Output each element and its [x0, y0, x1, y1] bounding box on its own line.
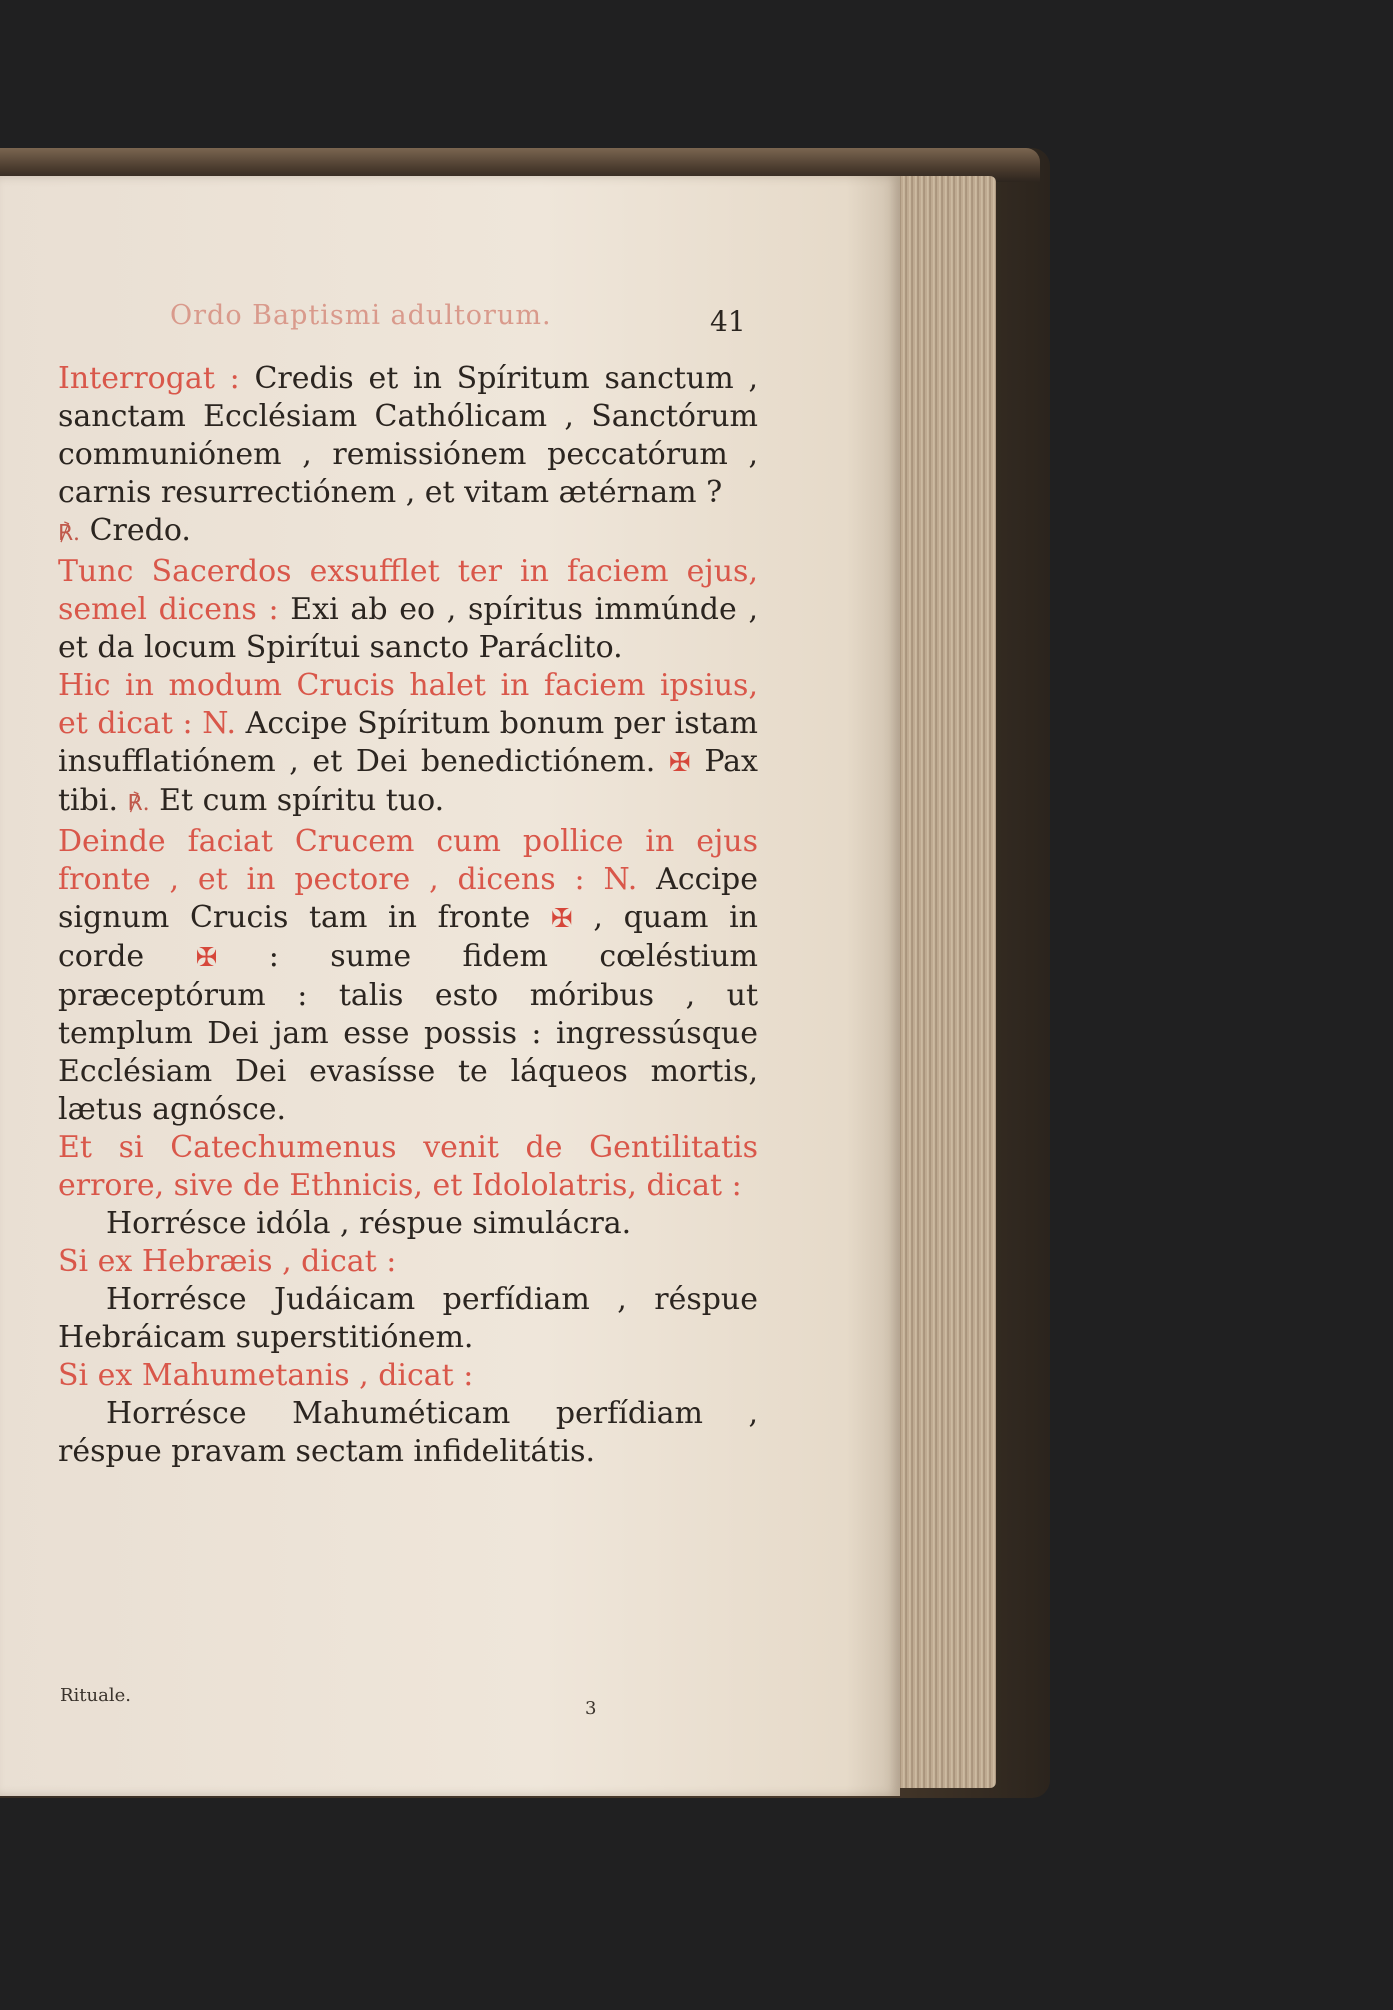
text: Accipe signum Crucis tam in fronte [58, 862, 758, 935]
footer-rituale: Rituale. [60, 1685, 131, 1706]
response-symbol: ℟. [58, 521, 81, 546]
page-edges [896, 176, 996, 1788]
rubric: Et si Catechumenus venit de Gentilitatis errore, sive de Ethnicis, et Idololatris, dicat : [58, 1130, 758, 1203]
footer-signature: 3 [585, 1698, 597, 1719]
cross-icon: ✠ [668, 748, 691, 778]
page-number: 41 [710, 305, 746, 338]
text: Credis et in Spíritum sanctum , sanctam Ecclésiam Cathólicam , Sanctórum communiónem , remissiónem peccatórum , carnis resurrectiónem , et vitam ætérnam ? [58, 361, 758, 510]
text: , quam in corde [58, 900, 758, 974]
text: Horrésce Judáicam perfídiam , réspue Hebráicam superstitiónem. [58, 1282, 758, 1355]
rubric: Deinde faciat Crucem cum pollice in ejus fronte , et in pectore , dicens : N. [58, 824, 758, 897]
cross-icon: ✠ [195, 943, 218, 973]
paragraph-interrogat [58, 360, 758, 512]
paragraph-exsufflet [58, 553, 758, 667]
text: Horrésce Mahuméticam perfídiam , réspue pravam sectam infidelitátis. [58, 1396, 758, 1469]
paragraph-hebraeis [58, 1243, 758, 1281]
text: Horrésce idóla , réspue simulácra. [106, 1206, 632, 1241]
cross-icon: ✠ [550, 904, 573, 934]
paragraph-horresce-idola [58, 1205, 758, 1243]
paragraph-gentilitatis [58, 1129, 758, 1205]
text: Credo. [80, 513, 191, 548]
text: Pax tibi. [58, 744, 758, 818]
paragraph-signum-crucis [58, 823, 758, 1129]
rubric: Si ex Hebræis , dicat : [58, 1244, 397, 1279]
text: Accipe Spíritum bonum per istam insufflatiónem , et Dei benedictiónem. [58, 706, 758, 779]
paragraph-halet [58, 667, 758, 823]
rubric: Interrogat : [58, 361, 240, 396]
rubric: Tunc Sacerdos exsufflet ter in faciem ejus, semel dicens : [58, 554, 758, 627]
text: Et cum spíritu tuo. [149, 783, 445, 818]
paragraph-horresce-judaicam [58, 1281, 758, 1357]
paragraph-mahumetanis [58, 1357, 758, 1395]
page-text [58, 360, 758, 1471]
paragraph-response-credo [58, 512, 758, 553]
text: : sume fidem cœléstium præceptórum : talis esto móribus , ut templum Dei jam esse possis : ingressúsque Ecclésiam Dei evasísse te láqueos mortis, lætus agnósce. [58, 939, 758, 1127]
rubric: Si ex Mahumetanis , dicat : [58, 1358, 474, 1393]
running-head: Ordo Baptismi adultorum. [170, 300, 552, 331]
text: Exi ab eo , spíritus immúnde , et da locum Spirítui sancto Paráclito. [58, 592, 759, 665]
rubric: Hic in modum Crucis halet in faciem ipsius, et dicat : N. [58, 668, 758, 741]
response-symbol: ℟. [127, 791, 150, 816]
paragraph-horresce-mahumeticam [58, 1395, 758, 1471]
